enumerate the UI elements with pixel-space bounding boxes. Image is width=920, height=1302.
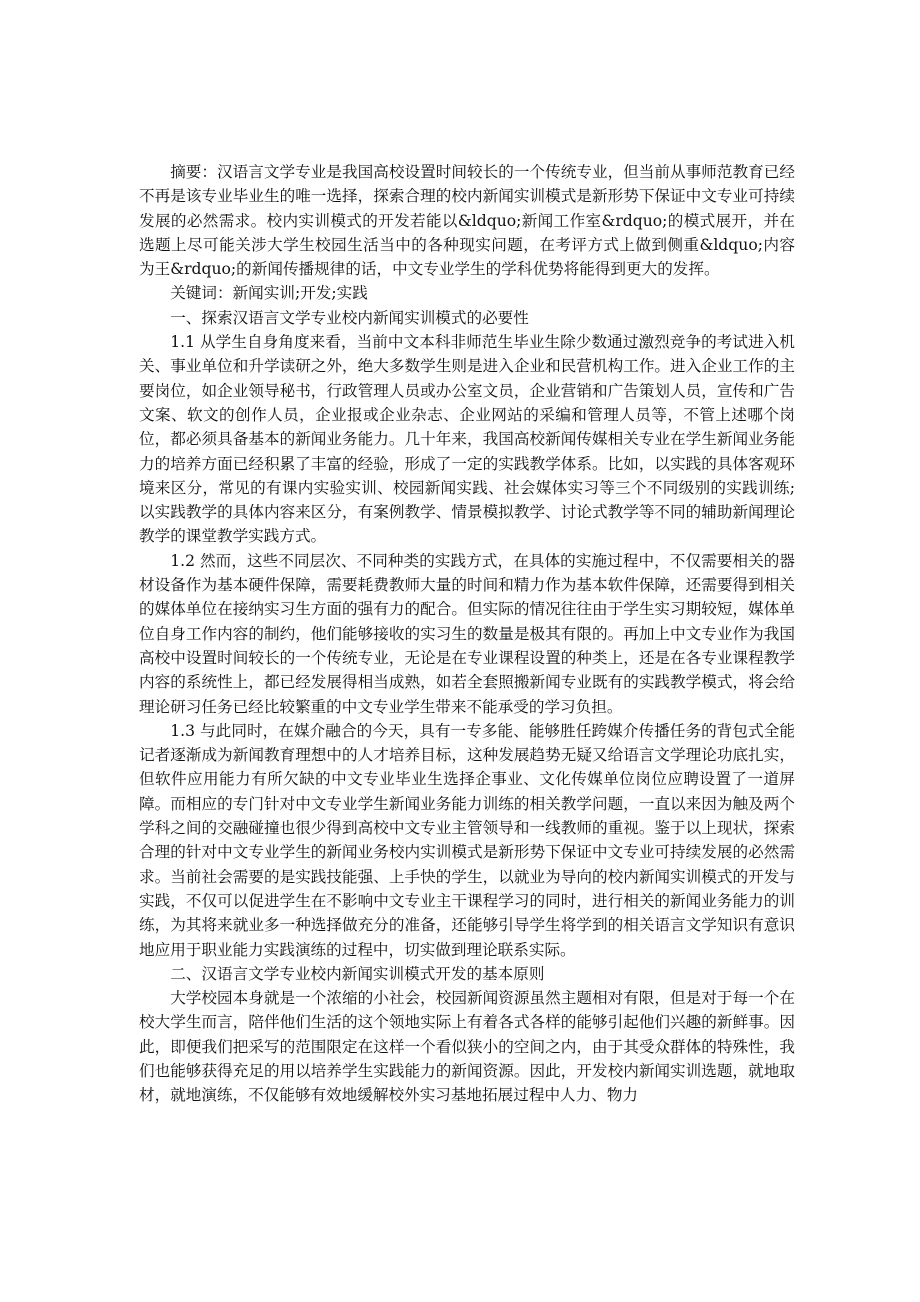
abstract-paragraph: 摘要：汉语言文学专业是我国高校设置时间较长的一个传统专业，但当前从事师范教育已经不再是该专业毕业生的唯一选择，探索合理的校内新闻实训模式是新形势下保证中文专业可持续发展的必然需求。校内实训模式的开发若能以&ldquo;新闻工作室&rdquo;的模式展开，并在选题上尽可能关涉大学生校园生活当中的各种现实问题，在考评方式上做到侧重&ldquo;内容为王&rdquo;的新闻传播规律的话，中文专业学生的学科优势将能得到更大的发挥。: [139, 163, 795, 279]
keywords-line: 关键词：新闻实训;开发;实践: [170, 284, 368, 303]
section-heading-1: 一、探索汉语言文学专业校内新闻实训模式的必要性: [170, 308, 529, 327]
paragraph-1-3: 1.3 与此同时，在媒介融合的今天，具有一专多能、能够胜任跨媒介传播任务的背包式全能记者逐渐成为新闻教育理想中的人才培养目标，这种发展趋势无疑又给语言文学理论功底扎实，但软件应用能力有所欠缺的中文专业毕业生选择企事业、文化传媒单位岗位应聘设置了一道屏障。而相应的专门针对中文专业学生新闻业务能力训练的相关教学问题，一直以来因为触及两个学科之间的交融碰撞也很少得到高校中文专业主管领导和一线教师的重视。鉴于以上现状，探索合理的针对中文专业学生的新闻业务校内实训模式是新形势下保证中文专业可持续发展的必然需求。当前社会需要的是实践技能强、上手快的学生，以就业为导向的校内新闻实训模式的开发与实践，不仅可以促进学生在不影响中文专业主干课程学习的同时，进行相关的新闻业务能力的训练，为其将来就业多一种选择做充分的准备，还能够引导学生将学到的相关语言文学知识有意识地应用于职业能力实践演练的过程中，切实做到理论联系实际。: [139, 721, 795, 959]
paragraph-1-1: 1.1 从学生自身角度来看，当前中文本科非师范生毕业生除少数通过激烈竞争的考试进入机关、事业单位和升学读研之外，绝大多数学生则是进入企业和民营机构工作。进入企业工作的主要岗位，如企业领导秘书，行政管理人员或办公室文员，企业营销和广告策划人员，宣传和广告文案、软文的创作人员，企业报或企业杂志、企业网站的采编和管理人员等，不管上述哪个岗位，都必须具备基本的新闻业务能力。几十年来，我国高校新闻传媒相关专业在学生新闻业务能力的培养方面已经积累了丰富的经验，形成了一定的实践教学体系。比如，以实践的具体客观环境来区分，常见的有课内实验实训、校园新闻实践、社会媒体实习等三个不同级别的实践训练;以实践教学的具体内容来区分，有案例教学、情景模拟教学、讨论式教学等不同的辅助新闻理论教学的课堂教学实践方式。: [139, 333, 795, 546]
section-heading-2: 二、汉语言文学专业校内新闻实训模式开发的基本原则: [170, 964, 545, 983]
document-body: [139, 160, 795, 1108]
paragraph-2-1: 大学校园本身就是一个浓缩的小社会，校园新闻资源虽然主题相对有限，但是对于每一个在校大学生而言，陪伴他们生活的这个领地实际上有着各式各样的能够引起他们兴趣的新鲜事。因此，即便我们把采写的范围限定在这样一个看似狭小的空间之内，由于其受众群体的特殊性，我们也能够获得充足的用以培养学生实践能力的新闻资源。因此，开发校内新闻实训选题，就地取材，就地演练，不仅能够有效地缓解校外实习基地拓展过程中人力、物力: [139, 989, 795, 1105]
paragraph-1-2: 1.2 然而，这些不同层次、不同种类的实践方式，在具体的实施过程中，不仅需要相关的器材设备作为基本硬件保障，需要耗费教师大量的时间和精力作为基本软件保障，还需要得到相关的媒体单位在接纳实习生方面的强有力的配合。但实际的情况往往由于学生实习期较短，媒体单位自身工作内容的制约，他们能够接收的实习生的数量是极其有限的。再加上中文专业作为我国高校中设置时间较长的一个传统专业，无论是在专业课程设置的种类上，还是在各专业课程教学内容的系统性上，都已经发展得相当成熟，如若全套照搬新闻专业既有的实践教学模式，将会给理论研习任务已经比较繁重的中文专业学生带来不能承受的学习负担。: [139, 551, 795, 716]
